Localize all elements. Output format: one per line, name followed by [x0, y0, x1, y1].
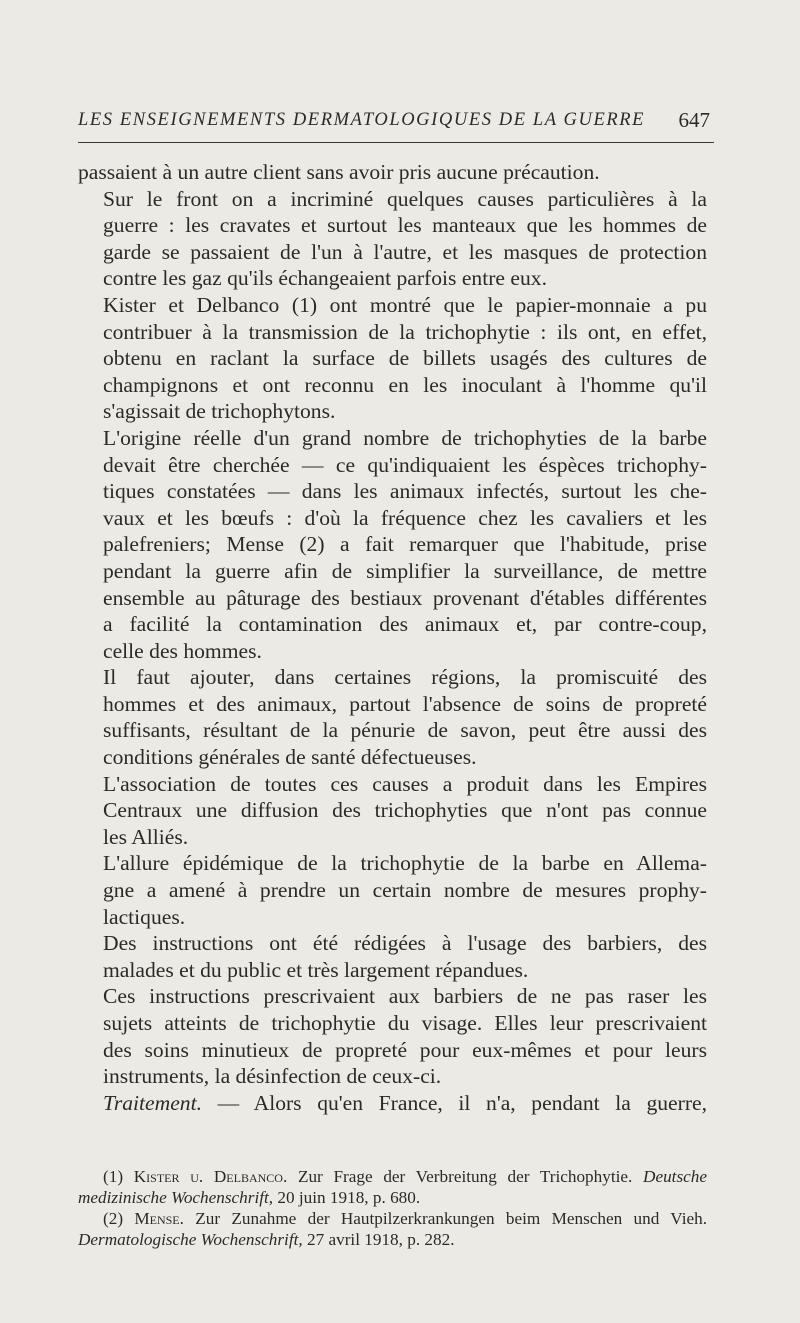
footnote-marker: (1): [103, 1167, 134, 1186]
text-line: champignons et ont reconnu en les inoculant à l'homme qu'il: [103, 372, 707, 397]
text-line: a facilité la contamination des animaux et, par contre-coup,: [103, 612, 707, 637]
footnote-1: [78, 1166, 707, 1208]
text-line: instruments, la désinfection de ceux-ci.: [103, 1064, 442, 1089]
text-line: des soins minutieux de propreté pour eux-mêmes et pour leurs: [103, 1037, 707, 1062]
page-header: [78, 104, 714, 143]
text-line: suffisants, résultant de la pénurie de savon, peut être aussi des: [103, 718, 707, 743]
text-line: L'association de toutes ces causes a produit dans les Empires: [103, 771, 707, 796]
footnote-ref: 27 avril 1918, p. 282.: [302, 1230, 455, 1249]
text-line: gne a amené à prendre un certain nombre de mesures prophy-: [103, 878, 707, 903]
footnote-journal: Deutsche medizinische Wochenschrift,: [78, 1167, 707, 1207]
footnotes: [78, 1166, 707, 1250]
text-line: Des instructions ont été rédigées à l'usage des barbiers, des: [103, 931, 707, 956]
paragraph-5: [78, 664, 707, 770]
text-line: hommes et des animaux, partout l'absence de soins de propreté: [103, 691, 707, 716]
paragraph-9: [78, 983, 707, 1089]
text-line: tiques constatées — dans les animaux infectés, surtout les che-: [103, 479, 707, 504]
text-line: palefreniers; Mense (2) a fait remarquer que l'habitude, prise: [103, 532, 707, 557]
body-text: [78, 159, 707, 1116]
text-line: conditions générales de santé défectueuses.: [103, 745, 477, 770]
paragraph-2: [78, 186, 707, 292]
footnote-journal: Dermatologische Wochenschrift,: [78, 1230, 303, 1249]
footnote-title: Zur Frage der Verbreitung der Trichophytie.: [287, 1167, 644, 1186]
text-line: celle des hommes.: [103, 638, 262, 663]
section-heading-traitement: Traitement.: [103, 1090, 202, 1115]
text-line: Centraux une diffusion des trichophyties que n'ont pas connue: [103, 798, 707, 823]
text-line: Il faut ajouter, dans certaines régions, la promiscuité des: [103, 665, 707, 690]
text-line: [78, 1090, 707, 1117]
treatment-text: — Alors qu'en France, il n'a, pendant la guerre,: [201, 1090, 707, 1115]
text-line: pendant la guerre afin de simplifier la surveillance, de mettre: [103, 558, 707, 583]
paragraph-1: [78, 159, 707, 186]
paragraph-7: [78, 850, 707, 930]
text-line: les Alliés.: [103, 824, 189, 849]
text-line: sujets atteints de trichophytie du visage. Elles leur prescrivaient: [103, 1011, 707, 1035]
text-line: Sur le front on a incriminé quelques causes particulières à la: [103, 186, 707, 211]
paragraph-8: [78, 930, 707, 983]
text-line: s'agissait de trichophytons.: [103, 399, 336, 424]
text-line: lactiques.: [103, 904, 186, 929]
text-line: L'origine réelle d'un grand nombre de trichophyties de la barbe: [103, 425, 707, 450]
text-line: Ces instructions prescrivaient aux barbiers de ne pas raser les: [103, 984, 707, 1009]
text-line: Kister et Delbanco (1) ont montré que le papier-monnaie a pu: [103, 292, 707, 317]
footnote-ref: 20 juin 1918, p. 680.: [273, 1188, 421, 1207]
text-line: contribuer à la transmission de la trichophytie : ils ont, en effet,: [103, 319, 707, 344]
text-line: malades et du public et très largement répandues.: [103, 957, 529, 982]
footnote-author: Mense.: [134, 1209, 184, 1228]
footnote-title: Zur Zunahme der Hautpilzerkrankungen beim Menschen und Vieh.: [183, 1209, 707, 1228]
text-line: vaux et les bœufs : d'où la fréquence chez les cavaliers et les: [103, 505, 707, 530]
paragraph-4: [78, 425, 707, 664]
footnote-marker: (2): [103, 1209, 135, 1228]
text-line: obtenu en raclant la surface de billets usagés des cultures de: [103, 346, 707, 371]
paragraph-3: [78, 292, 707, 425]
text-line: passaient à un autre client sans avoir pris aucune précaution.: [78, 160, 600, 184]
paragraph-6: [78, 771, 707, 851]
text-line: guerre : les cravates et surtout les manteaux que les hommes de: [103, 213, 707, 238]
text-line: contre les gaz qu'ils échangeaient parfois entre eux.: [103, 266, 547, 291]
paragraph-treatment: [78, 1090, 707, 1117]
text-line: L'allure épidémique de la trichophytie de la barbe en Allema-: [103, 851, 707, 876]
text-line: devait être cherchée — ce qu'indiquaient les éspèces trichophy-: [103, 452, 707, 477]
footnote-2: [78, 1208, 707, 1250]
running-title: LES ENSEIGNEMENTS DERMATOLOGIQUES DE LA GUERRE: [78, 110, 646, 130]
text-line: ensemble au pâturage des bestiaux provenant d'étables différentes: [103, 585, 707, 610]
text-line: garde se passaient de l'un à l'autre, et les masques de protection: [103, 239, 707, 264]
footnote-author: Kister u. Delbanco.: [133, 1167, 288, 1186]
page-number: 647: [678, 108, 710, 132]
